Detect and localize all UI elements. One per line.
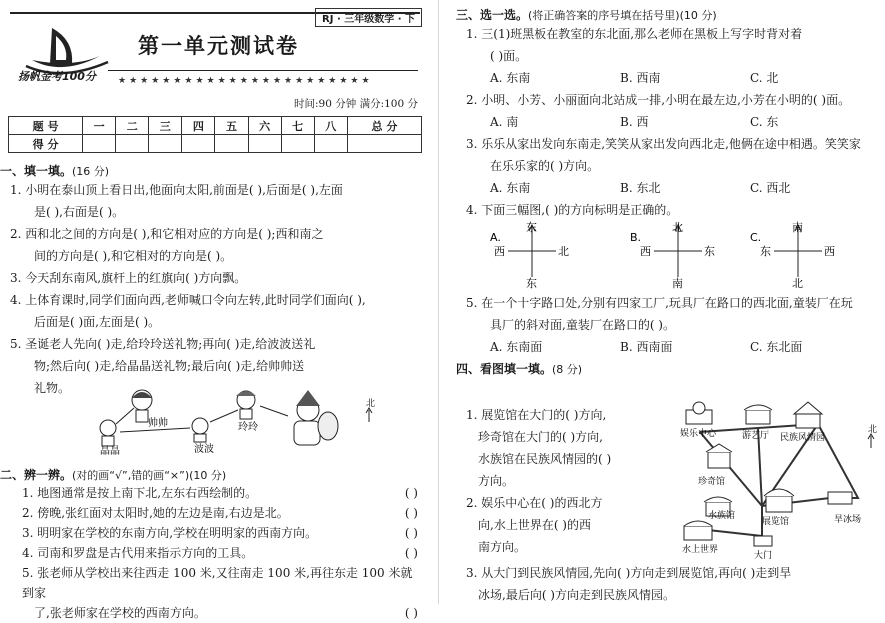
score-input[interactable]	[248, 135, 281, 153]
map-label-hanbing: 旱冰场	[834, 515, 862, 525]
map-label-minzu: 民族风情园	[780, 433, 826, 443]
map-label-shuishang: 水上世界	[682, 545, 719, 555]
answer-paren[interactable]: ( )	[404, 546, 418, 560]
options-row	[456, 336, 880, 358]
logo-text: 扬帆金考100分	[18, 70, 96, 83]
compass-label: A.	[490, 231, 501, 244]
question-line: 5. 在一个十字路口处,分别有四家工厂,玩具厂在路口的西北面,童装厂在玩	[466, 296, 853, 310]
score-cell: 八	[314, 117, 347, 135]
title-rule	[108, 70, 418, 71]
section-heading	[456, 360, 880, 377]
option[interactable]: B. 西	[620, 115, 649, 129]
label-jingjing: 晶晶	[100, 446, 120, 457]
header	[8, 6, 422, 110]
judge-text: 3. 明明家在学校的东南方向,学校在明明家的西南方向。	[22, 526, 318, 540]
question-line: 方向。	[478, 474, 515, 488]
section-heading	[0, 162, 422, 179]
compass-dir: 西	[640, 245, 651, 258]
main-gate-icon	[754, 536, 772, 546]
score-header-row	[9, 117, 422, 135]
compass-dir: 东	[760, 245, 771, 258]
question-line: 水族馆在民族风情园的( )	[478, 452, 612, 466]
options-row	[456, 67, 880, 89]
compass-dir: 北	[672, 221, 683, 234]
compass-label: C.	[750, 231, 762, 244]
score-cell: 七	[281, 117, 314, 135]
score-cell: 四	[182, 117, 215, 135]
score-input[interactable]	[83, 135, 116, 153]
hanbing-rink-icon	[828, 492, 852, 504]
section4-questions	[456, 404, 676, 558]
section-fill	[0, 162, 422, 399]
park-map	[678, 398, 880, 561]
score-input[interactable]	[149, 135, 182, 153]
option[interactable]: A. 南	[490, 115, 519, 129]
question-line: 3. 今天刮东南风,旗杆上的红旗向( )方向飘。	[10, 271, 247, 285]
score-note: (8 分)	[552, 363, 583, 376]
route-arrow	[210, 410, 238, 422]
judge-text: 2. 傍晚,张红面对太阳时,她的左边是南,右边是北。	[22, 506, 289, 520]
santa-route-figure	[88, 386, 408, 457]
question-line: 5. 圣诞老人先向( )走,给玲玲送礼物;再向( )走,给波波送礼	[10, 337, 316, 351]
option[interactable]: B. 东北	[620, 181, 661, 195]
judge-item	[0, 563, 422, 603]
map-north-arrow-icon	[868, 434, 874, 448]
question-line: 4. 上体育课时,同学们面向西,老师喊口令向左转,此时同学们面向( ),	[10, 293, 366, 307]
judge-text: 了,张老师家在学校的西南方向。	[34, 606, 206, 620]
score-cell: 三	[149, 117, 182, 135]
question-line: 1. 三(1)班黑板在教室的东北面,那么老师在黑板上写字时背对着	[466, 27, 803, 41]
heading-text: 二、辨一辨。	[0, 468, 73, 482]
question-line: 在乐乐家的( )方向。	[490, 159, 600, 173]
score-cell: 题 号	[9, 117, 83, 135]
question-line: 2. 娱乐中心在( )的西北方	[466, 496, 603, 510]
heading-text: 四、看图填一填。	[456, 362, 553, 376]
compass-dir: 南	[672, 277, 683, 290]
question-line: 2. 西和北之间的方向是( ),和它相对应的方向是( );西和南之	[10, 227, 324, 241]
question-line: 冰场,最后向( )方向走到民族风情园。	[478, 588, 675, 602]
compass-a	[490, 221, 569, 290]
option[interactable]: A. 东南	[490, 181, 531, 195]
question-line: 后面是( )面,左面是( )。	[34, 315, 161, 329]
option[interactable]: B. 西南	[620, 71, 661, 85]
question-line: 1. 小明在泰山顶上看日出,他面向太阳,前面是( ),后面是( ),左面	[10, 183, 343, 197]
section-heading	[0, 466, 422, 483]
grade-tag: RJ · 三年级数学 · 下	[315, 8, 422, 27]
option[interactable]: C. 西北	[750, 181, 791, 195]
answer-paren[interactable]: ( )	[404, 486, 418, 500]
column-divider	[438, 0, 439, 604]
question-line: ( )面。	[490, 49, 528, 63]
question-line: 间的方向是( ),和它相对的方向是( )。	[34, 249, 233, 263]
page-title: 第一单元测试卷	[138, 34, 299, 58]
map-label-zhanlan: 展览馆	[762, 517, 790, 527]
question-line: 3. 乐乐从家出发向东南走,笑笑从家出发向西北走,他俩在途中相遇。笑笑家	[466, 137, 861, 151]
label-shuaishuai: 帅帅	[148, 418, 168, 429]
label-lingling: 玲玲	[238, 422, 258, 433]
zhanlan-hall-icon	[764, 489, 794, 512]
map-label-yule: 娱乐中心	[680, 429, 717, 439]
north-label: 北	[366, 399, 376, 409]
options-row	[456, 177, 880, 199]
label-bobo: 波波	[194, 444, 214, 455]
map-label-youyi: 游艺厅	[742, 431, 770, 441]
score-input[interactable]	[347, 135, 421, 153]
judge-item	[0, 523, 422, 543]
question-line: 3. 从大门到民族风情园,先向( )方向走到展览馆,再向( )走到旱	[466, 566, 792, 580]
question-line: 具厂的斜对面,童装厂在路口的( )。	[490, 318, 675, 332]
answer-paren[interactable]: ( )	[404, 526, 418, 540]
question-line: 是( ),右面是( )。	[34, 205, 125, 219]
judge-item	[0, 543, 422, 563]
section4-q3	[456, 562, 880, 606]
judge-item	[0, 603, 422, 623]
score-value-row	[9, 135, 422, 153]
youyi-hall-icon	[744, 405, 772, 424]
judge-text: 5. 张老师从学校出来往西走 100 米,又往南走 100 米,再往东走 100 米就到家	[22, 566, 413, 600]
compass-dir: 东	[704, 245, 715, 258]
score-input[interactable]	[314, 135, 347, 153]
zhenqi-hall-icon	[706, 444, 732, 468]
score-cell: 二	[116, 117, 149, 135]
answer-paren[interactable]: ( )	[404, 606, 418, 620]
judge-text: 1. 地图通常是按上南下北,左东右西绘制的。	[22, 486, 258, 500]
option[interactable]: C. 东北面	[750, 340, 803, 354]
score-note: (将正确答案的序号填在括号里)(10 分)	[528, 9, 717, 22]
child-bobo-icon	[192, 418, 208, 442]
question-line: 1. 展览馆在大门的( )方向,	[466, 408, 607, 422]
score-cell: 五	[215, 117, 248, 135]
score-input[interactable]	[182, 135, 215, 153]
option[interactable]: C. 东	[750, 115, 779, 129]
compass-dir: 北	[792, 277, 803, 290]
time-info: 时间:90 分钟 满分:100 分	[294, 98, 418, 110]
route-arrow	[116, 408, 134, 424]
score-input[interactable]	[215, 135, 248, 153]
compass-dir: 西	[824, 245, 835, 258]
left-column	[0, 6, 422, 620]
compass-dir: 东	[526, 221, 537, 234]
question-line: 珍奇馆在大门的( )方向,	[478, 430, 603, 444]
compass-b	[630, 221, 715, 290]
compass-options-figure	[456, 221, 880, 289]
compass-dir: 西	[494, 245, 505, 258]
shuishang-world-icon	[684, 521, 712, 540]
yule-center-icon	[686, 402, 712, 424]
option[interactable]: C. 北	[750, 71, 779, 85]
score-input[interactable]	[116, 135, 149, 153]
north-arrow-icon	[366, 408, 372, 422]
map-north-label: 北	[868, 425, 878, 435]
section-heading	[456, 6, 880, 23]
judge-text: 4. 司南和罗盘是古代用来指示方向的工具。	[22, 546, 254, 560]
score-cell: 得 分	[9, 135, 83, 153]
question-line: 2. 小明、小芳、小丽面向北站成一排,小明在最左边,小芳在小明的( )面。	[466, 93, 851, 107]
route-arrow	[260, 406, 288, 416]
heading-text: 三、选一选。	[456, 8, 529, 22]
question-line: 4. 下面三幅图,( )的方向标明是正确的。	[466, 203, 679, 217]
score-note: (对的画“√”,错的画“×”)(10 分)	[72, 469, 227, 482]
judge-item	[0, 503, 422, 523]
child-jingjing-icon	[100, 420, 116, 446]
compass-label: B.	[630, 231, 642, 244]
map-label-damen: 大门	[754, 551, 773, 561]
minzu-park-icon	[794, 402, 822, 428]
judge-item	[0, 483, 422, 503]
section-judge	[0, 466, 422, 623]
option[interactable]: B. 西南面	[620, 340, 673, 354]
heading-text: 一、填一填。	[0, 164, 73, 178]
score-table	[8, 116, 422, 153]
compass-dir: 南	[792, 221, 803, 234]
compass-c	[750, 221, 835, 290]
question-line: 南方向。	[478, 540, 527, 554]
santa-claus-icon	[294, 390, 338, 445]
option[interactable]: A. 东南面	[490, 340, 543, 354]
score-cell: 总 分	[347, 117, 421, 135]
answer-paren[interactable]: ( )	[404, 506, 418, 520]
score-cell: 六	[248, 117, 281, 135]
right-column	[456, 6, 880, 602]
option[interactable]: A. 东南	[490, 71, 531, 85]
map-label-shuizu: 水族馆	[708, 511, 736, 521]
score-input[interactable]	[281, 135, 314, 153]
compass-dir: 东	[526, 277, 537, 290]
question-line: 礼物。	[34, 381, 71, 395]
child-lingling-icon	[236, 391, 256, 419]
score-note: (16 分)	[72, 165, 110, 178]
options-row	[456, 111, 880, 133]
question-line: 物;然后向( )走,给晶晶送礼物;最后向( )走,给帅帅送	[34, 359, 305, 373]
star-row: ★★★★★★★★★★★★★★★★★★★★★★★	[118, 76, 373, 86]
compass-dir: 北	[558, 245, 569, 258]
map-label-zhenqi: 珍奇馆	[698, 477, 726, 487]
score-cell: 一	[83, 117, 116, 135]
question-line: 向,水上世界在( )的西	[478, 518, 591, 532]
